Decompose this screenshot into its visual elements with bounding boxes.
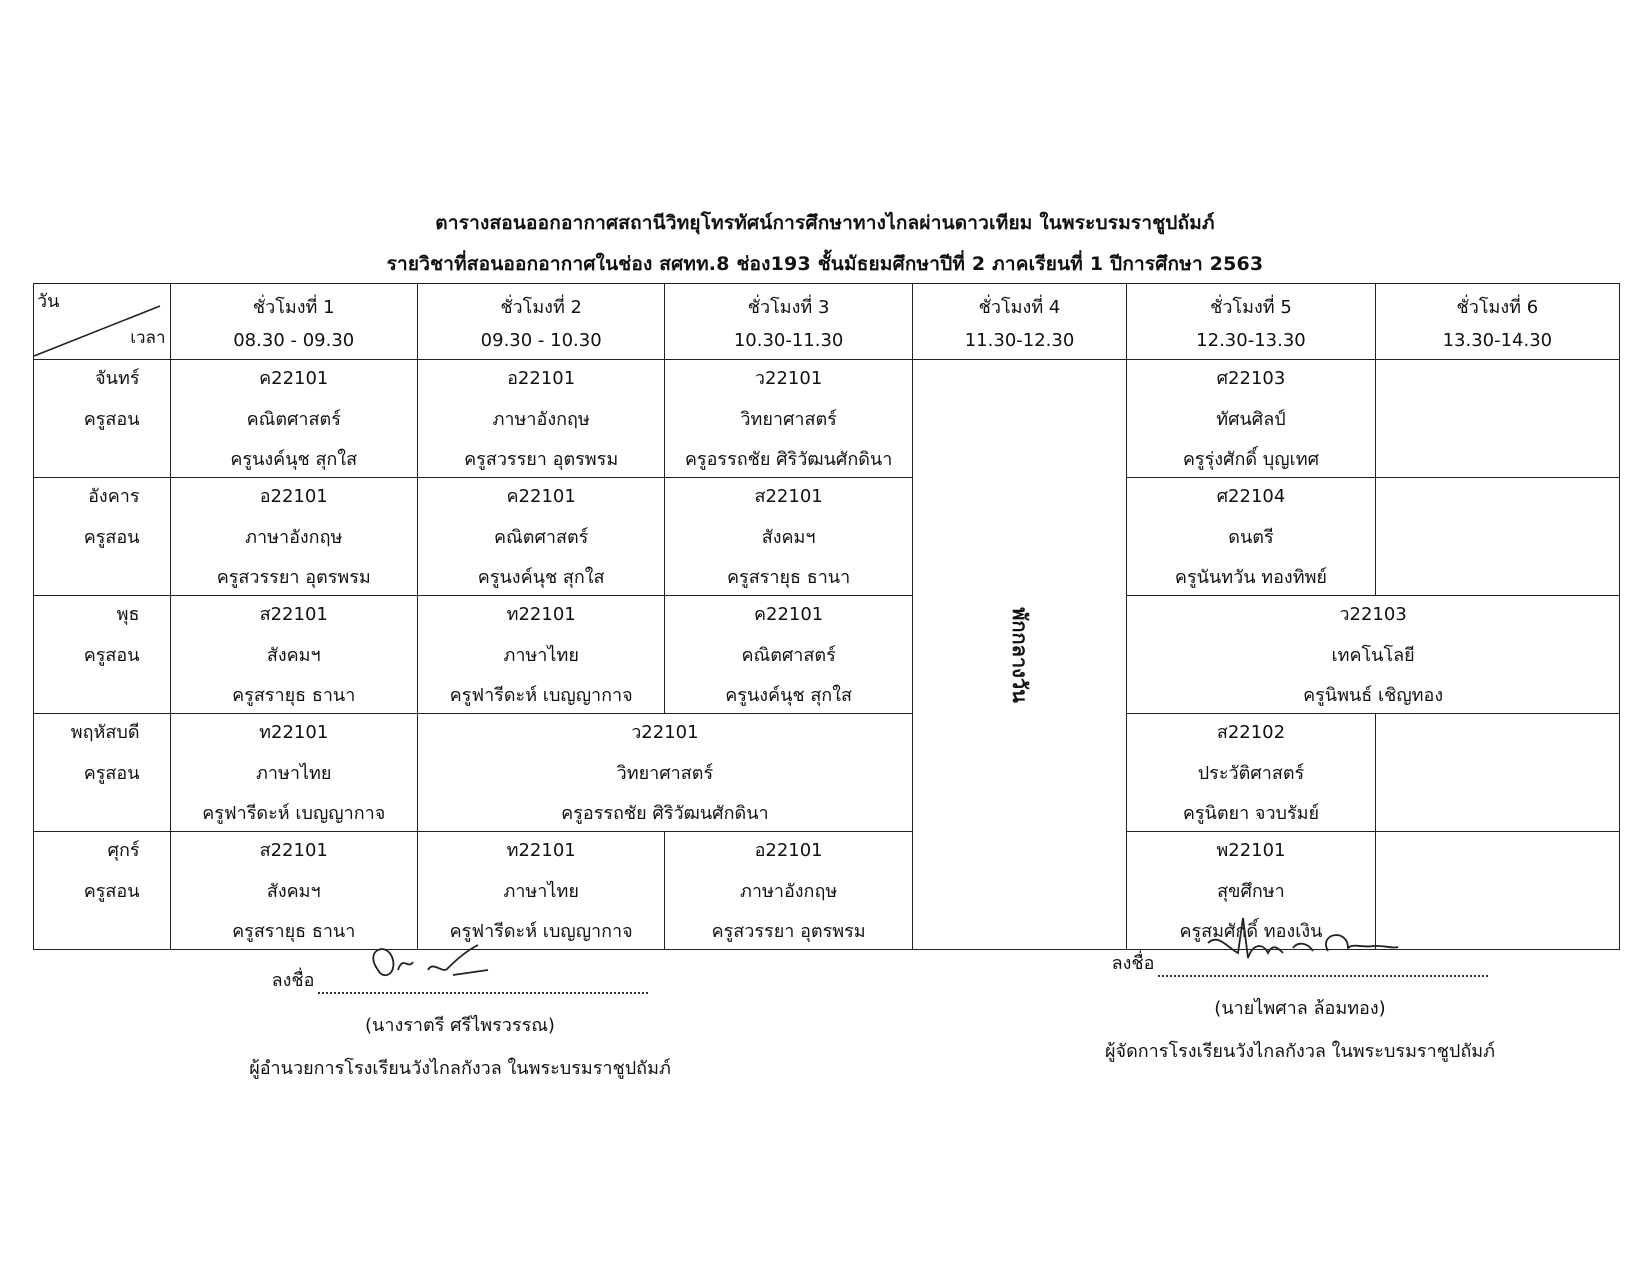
handwritten-signature [358,940,518,990]
class-cell-merged: ว22101 วิทยาศาสตร์ ครูอรรถชัย ศิริวัฒนศักดินา [417,714,912,832]
day-row-thursday [34,714,1620,832]
signer-name: (นางราตรี ศรีไพรวรรณ) [365,1015,555,1036]
day-cell: จันทร์ ครูสอน [34,360,171,478]
class-cell: อ22101 ภาษาอังกฤษ ครูสวรรยา อุตรพรม [170,478,417,596]
schedule-subtitle: รายวิชาที่สอนออกอากาศในช่อง สศทท.8 ช่อง193 ชั้นมัธยมศึกษาปีที่ 2 ภาคเรียนที่ 1 ปีการศึกษา 2563 [386,253,1264,275]
header-row [34,284,1620,360]
day-row-monday [34,360,1620,478]
day-cell: อังคาร ครูสอน [34,478,171,596]
class-cell: อ22101 ภาษาอังกฤษ ครูสวรรยา อุตรพรม [417,360,664,478]
empty-cell [1375,478,1619,596]
lunch-break-label: พักกลางวัน [1007,606,1032,703]
signer-role: ผู้จัดการโรงเรียนวังไกลกังวล ในพระบรมราชูปถัมภ์ [1105,1041,1495,1062]
class-cell: ส22102 ประวัติศาสตร์ ครูนิตยา จวบรัมย์ [1127,714,1376,832]
day-row-tuesday [34,478,1620,596]
timetable [33,283,1620,950]
class-cell: ส22101 สังคมฯ ครูสรายุธ ธานา [170,596,417,714]
period-header: ชั่วโมงที่ 4 11.30-12.30 [912,284,1126,360]
class-cell: ศ22103 ทัศนศิลป์ ครูรุ่งศักดิ์ บุญเทศ [1127,360,1376,478]
period-header: ชั่วโมงที่ 6 13.30-14.30 [1375,284,1619,360]
period-header: ชั่วโมงที่ 5 12.30-13.30 [1127,284,1376,360]
signature-block-director [230,952,690,1082]
empty-cell [1375,714,1619,832]
class-cell: ส22101 สังคมฯ ครูสรายุธ ธานา [170,832,417,950]
class-cell: ท22101 ภาษาไทย ครูฟารีดะห์ เบญญากาจ [417,596,664,714]
class-cell: ส22101 สังคมฯ ครูสรายุธ ธานา [665,478,912,596]
day-axis-label: วัน [37,291,60,312]
empty-cell [1375,360,1619,478]
handwritten-signature [1198,913,1418,973]
day-cell: พุธ ครูสอน [34,596,171,714]
signature-line [1158,935,1488,977]
class-cell: ค22101 คณิตศาสตร์ ครูนงค์นุช สุกใส [417,478,664,596]
signature-block-manager [1085,935,1515,1065]
signer-name: (นายไพศาล ล้อมทอง) [1214,998,1386,1019]
period-header: ชั่วโมงที่ 1 08.30 - 09.30 [170,284,417,360]
day-row-wednesday [34,596,1620,714]
class-cell: ค22101 คณิตศาสตร์ ครูนงค์นุช สุกใส [170,360,417,478]
period-header: ชั่วโมงที่ 3 10.30-11.30 [665,284,912,360]
time-axis-label: เวลา [130,328,166,348]
day-cell: พฤหัสบดี ครูสอน [34,714,171,832]
corner-cell [34,284,171,360]
class-cell: ค22101 คณิตศาสตร์ ครูนงค์นุช สุกใส [665,596,912,714]
signature-line [318,952,648,994]
signer-role: ผู้อำนวยการโรงเรียนวังไกลกังวล ในพระบรมราชูปถัมภ์ [249,1058,671,1079]
class-cell-merged: ว22103 เทคโนโลยี ครูนิพนธ์ เชิญทอง [1127,596,1620,714]
lunch-break-cell [912,360,1126,950]
class-cell: ท22101 ภาษาไทย ครูฟารีดะห์ เบญญากาจ [170,714,417,832]
class-cell: ว22101 วิทยาศาสตร์ ครูอรรถชัย ศิริวัฒนศักดินา [665,360,912,478]
period-header: ชั่วโมงที่ 2 09.30 - 10.30 [417,284,664,360]
sign-label: ลงชื่อ [1111,953,1155,974]
class-cell: พ22101 สุขศึกษา ครูสมศักดิ์ ทองเงิน [1127,832,1376,950]
class-cell: ท22101 ภาษาไทย ครูฟารีดะห์ เบญญากาจ [417,832,664,950]
class-cell: อ22101 ภาษาอังกฤษ ครูสวรรยา อุตรพรม [665,832,912,950]
sign-label: ลงชื่อ [271,970,315,991]
day-cell: ศุกร์ ครูสอน [34,832,171,950]
schedule-title: ตารางสอนออกอากาศสถานีวิทยุโทรทัศน์การศึกษาทางไกลผ่านดาวเทียม ในพระบรมราชูปถัมภ์ [435,212,1215,234]
class-cell: ศ22104 ดนตรี ครูนันทวัน ทองทิพย์ [1127,478,1376,596]
